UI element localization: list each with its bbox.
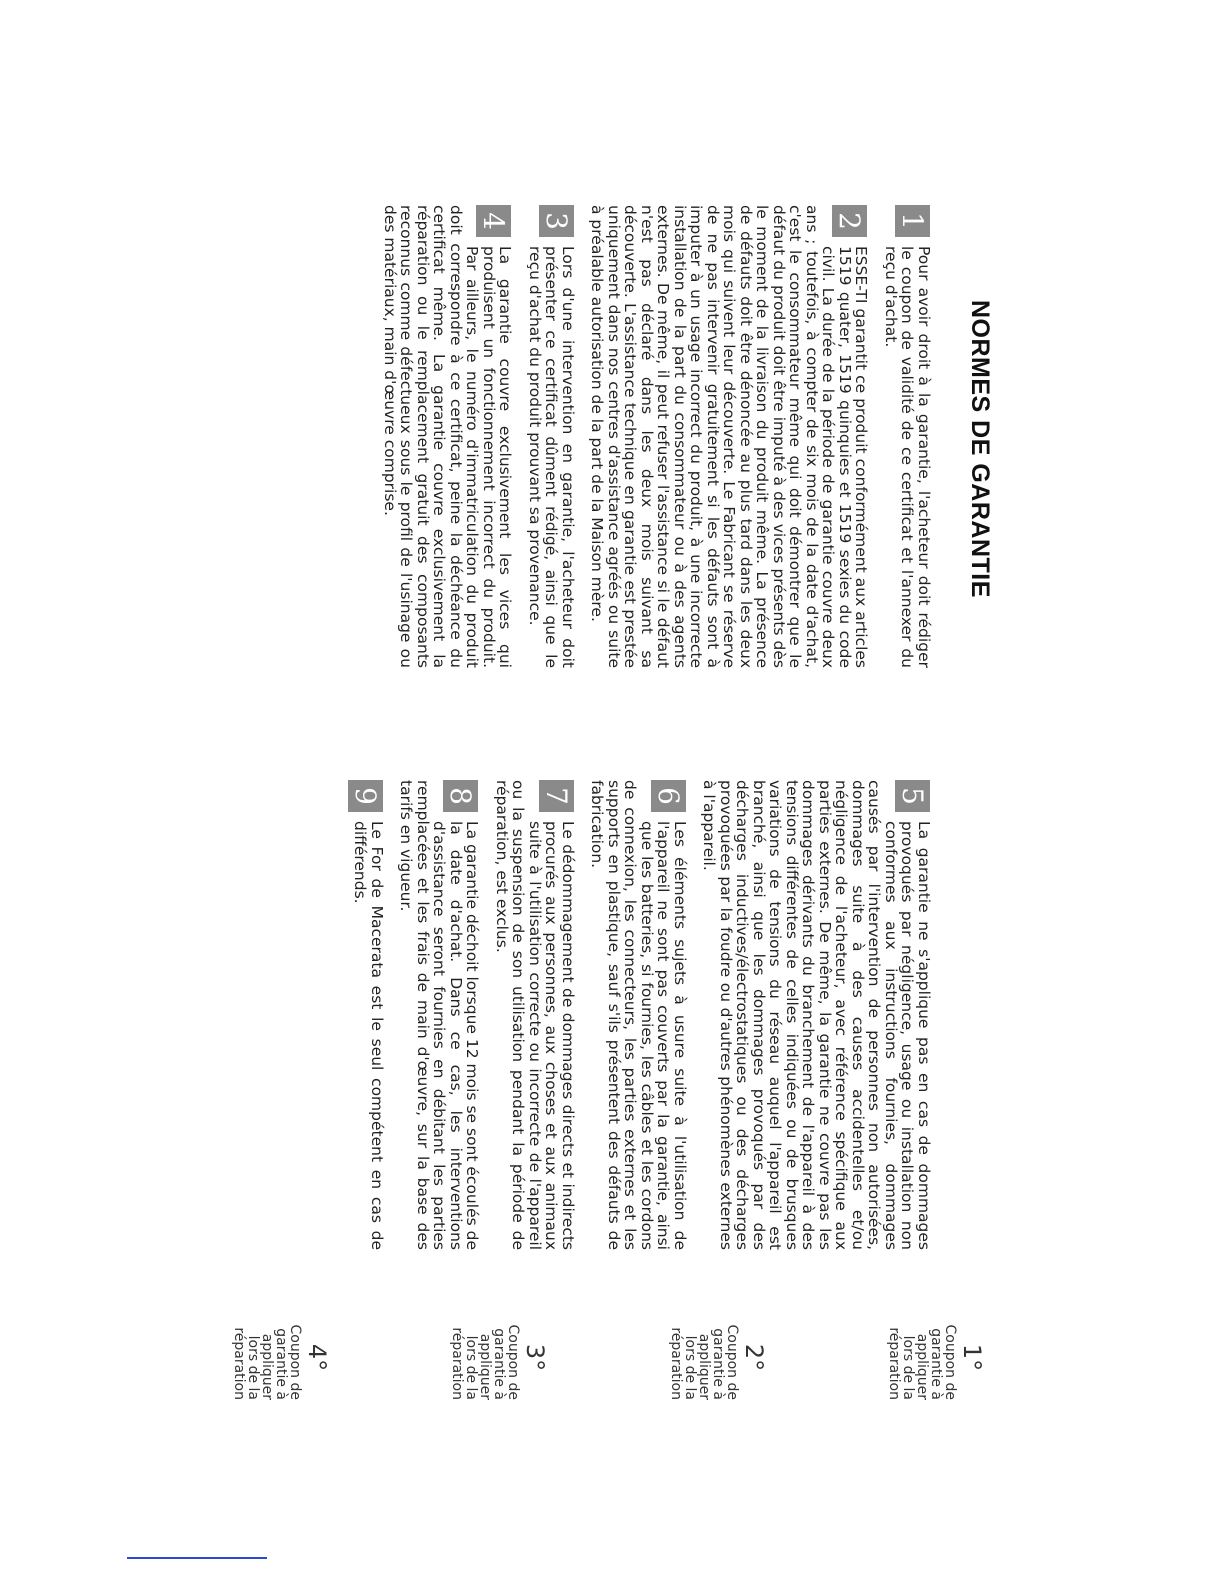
section-7	[494, 780, 577, 1250]
section-2	[589, 205, 870, 668]
section-text: La garantie déchoit lorsque 12 mois se sont écoulés de la date d'achat. Dans ce cas, les interventions d'assistance seront fournies en débitant les parties remplacées et les frais de main d'œuvre, sur la base des tarifs en vigueur.	[397, 780, 482, 1250]
section-text: La garantie ne s'applique pas en cas de dommages provoqués par négligence, usage ou installation non conformes aux instructions fournies, dommages causés par l'intervention de personnes non autorisées, dommages suite à des causes accidentelles et/ou négligence de l'acheteur, avec référence spécifique aux parties externes. De même, la garantie ne couvre pas les dommages dérivants du branchement de l'appareil à des tensions différentes de celles indiquées ou de brusques variations de tensions du réseau auquel l'appareil est branché, ainsi que les dommages provoqués par des décharges inductives/électrostatiques ou des décharges provoquées par la foudre ou d'autres phénomènes externes à l'appareil.	[700, 780, 933, 1250]
section-text: Pour avoir droit à la garantie, l'acheteur doit rédiger le coupon de validité de ce certificat et l'annexer du reçu d'achat.	[882, 246, 933, 668]
coupon-ordinal: 2°	[740, 1343, 768, 1372]
coupon-label: Coupon de garantie à appliquer lors de la réparation	[668, 1324, 740, 1400]
section-number-badge: 8	[444, 780, 479, 812]
coupon-ordinal: 4°	[303, 1343, 331, 1372]
section-3	[527, 205, 577, 668]
footer-rule	[127, 1557, 267, 1559]
coupon-3	[450, 1315, 548, 1400]
section-number-badge: 1	[895, 205, 930, 237]
section-number-badge: 2	[833, 205, 868, 237]
coupon-label: Coupon de garantie à appliquer lors de la réparation	[886, 1324, 958, 1400]
section-1	[883, 205, 933, 668]
section-text: Les éléments sujets à usure suite à l'utilisation de l'appareil ne sont pas couverts par la garantie, ainsi que les batteries, si fournies, les câbles et les cordons de connexion, les connecteurs, les parties externes et les supports en plastique, sauf s'ils présentent des défauts de fabrication.	[588, 780, 689, 1250]
coupon-label: Coupon de garantie à appliquer lors de la réparation	[449, 1324, 521, 1400]
section-text: Le For de Macerata est le seul compétent en cas de différends.	[351, 821, 386, 1250]
section-text: La garantie couvre exclusivement les vices qui produisent un fonctionnement incorrect du produit. Par ailleurs, le numéro d'immatriculation du produit doit correspondre à ce certificat, peine la déchéance du certificat même. La garantie couvre exclusivement la réparation ou le remplacement gratuit des composants reconnus comme défectueux sous le profil de l'usinage ou des matériaux, main d'œuvre comprise.	[381, 205, 515, 668]
section-number-badge: 9	[348, 780, 383, 812]
section-5	[701, 780, 932, 1250]
section-number-badge: 7	[539, 780, 574, 812]
section-number-badge: 6	[651, 780, 686, 812]
section-text: ESSE-TI garantit ce produit conformément aux articles 1519 quater, 1519 quinquies et 1519 sexies du code civil. La durée de la période de garantie couvre deux ans ; toutefois, à compter de six mois de la date d'achat, c'est le consommateur même qui doit démontrer que le défaut du produit doit être imputé à des vices présents dès le moment de la livraison du produit même. La présence de défauts doit être dénoncée au plus tard dans les deux mois qui suivent leur découverte. Le Fabricant se réserve de ne pas intervenir gratuitement si les défauts sont à imputer à un usage incorrect du produit, à une incorrecte installation de la part du consommateur ou à des agents externes. De même, il peut refuser l'assistance si le défaut n'est pas déclaré dans les deux mois suivant sa découverte. L'assistance technique en garantie est prestée uniquement dans nos centres d'assistance agréés ou suite à préalable autorisation de la part de la Maison mère.	[588, 205, 871, 668]
warranty-sheet	[220, 200, 1000, 1400]
section-text: Lors d'une intervention en garantie, l'acheteur doit présenter ce certificat dûment rédigé, ainsi que le reçu d'achat du produit prouvant sa provenance.	[526, 246, 577, 668]
coupon-1	[887, 1315, 985, 1400]
section-8	[398, 780, 481, 1250]
coupon-2	[669, 1315, 767, 1400]
section-9	[349, 780, 386, 1250]
section-text: Le dédommagement de dommages directs et indirects procurés aux personnes, aux choses et aux animaux suite à l'utilisation correcte ou incorrecte de l'appareil ou la suspension de son utilisation pendant la période de réparation, est exclus.	[493, 780, 577, 1250]
coupon-4	[232, 1315, 330, 1400]
coupon-ordinal: 3°	[521, 1343, 549, 1372]
section-number-badge: 3	[539, 205, 574, 237]
section-6	[589, 780, 688, 1250]
coupon-ordinal: 1°	[958, 1343, 986, 1372]
page-title: NORMES DE GARANTIE	[966, 300, 994, 598]
right-column	[339, 780, 932, 1250]
section-number-badge: 4	[477, 205, 512, 237]
section-number-badge: 5	[895, 780, 930, 812]
coupon-label: Coupon de garantie à appliquer lors de la réparation	[231, 1324, 303, 1400]
section-4	[382, 205, 514, 668]
left-column	[369, 205, 933, 668]
